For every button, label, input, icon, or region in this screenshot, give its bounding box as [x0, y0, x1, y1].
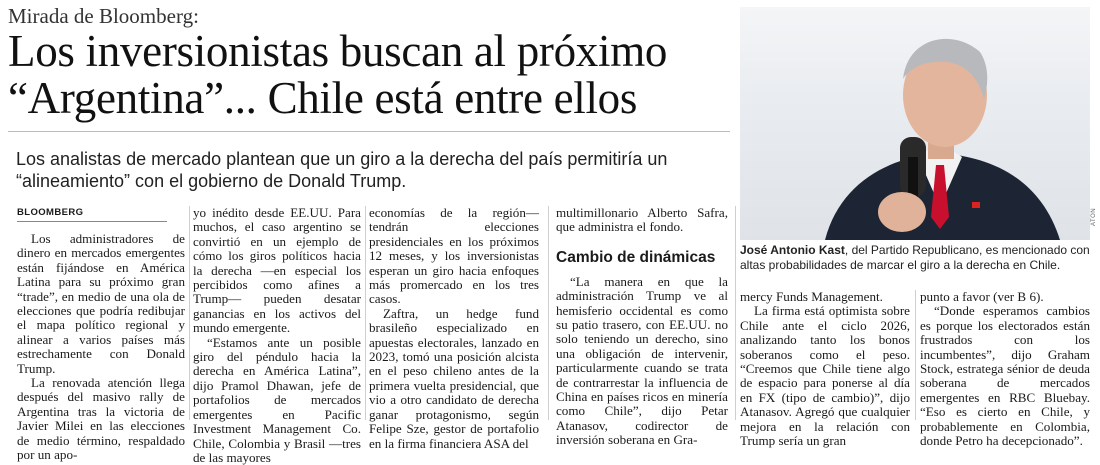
- paragraph: La firma está optimista sobre Chile ante el ciclo 2026, analizando tanto los bonos soberanos como el peso. “Creemos que Chile tiene algo de espacio para ponerse al día en FX (tipo de cambio)”, dijo Atanasov. Agregó que cualquier mejora en la relación con Trump sería un gran: [740, 303, 910, 449]
- column-divider: [189, 206, 190, 420]
- lapel-pin: [972, 202, 980, 208]
- subheadline: Los analistas de mercado plantean que un giro a la derecha del país permitiría un “alineamiento” con el gobierno de Donald Trump.: [16, 149, 668, 191]
- paragraph: multimillonario Alberto Safra, que administra el fondo.: [556, 205, 728, 235]
- portrait-illustration: [740, 7, 1090, 240]
- paragraph: Los administradores de dinero en mercados emergentes están fijándose en América Latina para su próximo gran “trade”, en medio de una ola de elecciones que podría redibujar el mapa político regional y alinear a varios países más estrechamente con Donald Trump.: [17, 231, 185, 376]
- article-column-1: [17, 232, 185, 463]
- paragraph: La renovada atención llega después del masivo rally de Argentina tras la victoria de Javier Milei en las elecciones de medio término, respaldado por un apo-: [17, 375, 185, 463]
- section-heading: Cambio de dinámicas: [556, 248, 716, 266]
- headline: Los inversionistas buscan al próximo “Argentina”... Chile está entre ellos: [8, 26, 668, 123]
- photo-credit: ATON: [1091, 207, 1097, 226]
- article-column-2: [193, 206, 361, 465]
- kicker: Mirada de Bloomberg:: [8, 4, 199, 28]
- caption-name: José Antonio Kast: [740, 243, 845, 257]
- paragraph: “Donde esperamos cambios es porque los electorados están frustrados con los incumbentes”, dijo Graham Stock, estratega sénior de deuda soberana de mercados emergentes en RBC Bluebay. “Eso es cierto en Chile, y probablemente en Colombia, donde Petro ha decepcionado”.: [920, 303, 1090, 449]
- paragraph: economías de la región— tendrán elecciones presidenciales en los próximos 12 meses, y los inversionistas esperan un giro hacia enfoques más promercado en los tres casos.: [369, 205, 539, 307]
- photo-caption: [740, 243, 1092, 273]
- paragraph: yo inédito desde EE.UU. Para muchos, el caso argentino se convirtió en un ejemplo de cómo los giros políticos hacia la derecha —en especial los percibidos como afines a Trump— pueden desatar ganancias en los activos del mundo emergente.: [193, 205, 361, 336]
- column-divider: [548, 206, 549, 420]
- article-column-6: [920, 290, 1090, 448]
- paragraph: punto a favor (ver B 6).: [920, 289, 1044, 304]
- paragraph: “La manera en que la administración Trump ve al hemisferio occidental es como su patio trasero, con EE.UU. no solo teniendo un derecho, sino una obligación de intervenir, particularmente cuando se trata de contrarrestar la influencia de China en países ricos en minería como Chile”, dijo Petar Atanasov, codirector de inversión soberana en Gra-: [556, 273, 728, 448]
- column-divider: [365, 206, 366, 420]
- news-photo: [740, 7, 1090, 240]
- caption-text: , del Partido Republicano, es mencionado con altas probabilidades de marcar el giro a la derecha en Chile.: [740, 243, 1090, 272]
- byline: BLOOMBERG: [17, 207, 167, 222]
- headline-rule: [8, 131, 730, 132]
- column-divider: [915, 290, 916, 420]
- article-column-4: [556, 206, 728, 448]
- article-column-5: [740, 290, 910, 448]
- hand-shape: [878, 192, 926, 232]
- column-divider: [735, 206, 736, 420]
- article-column-3: [369, 206, 539, 451]
- paragraph: “Estamos ante un posible giro del péndulo hacia la derecha en América Latina”, dijo Pramol Dhawan, jefe de portafolios de mercados emergentes en Pacific Investment Management Co. Chile, Colombia y Brasil —tres de las mayores: [193, 334, 361, 465]
- paragraph: mercy Funds Management.: [740, 289, 883, 304]
- paragraph: Zaftra, un hedge fund brasileño especializado en apuestas electorales, lanzado en 2023, tomó una posición alcista en el peso chileno antes de la primera vuelta presidencial, que vio a otro candidato de derecha ganar protagonismo, según Felipe Sze, gestor de portafolio en la firma financiera ASA del: [369, 305, 539, 451]
